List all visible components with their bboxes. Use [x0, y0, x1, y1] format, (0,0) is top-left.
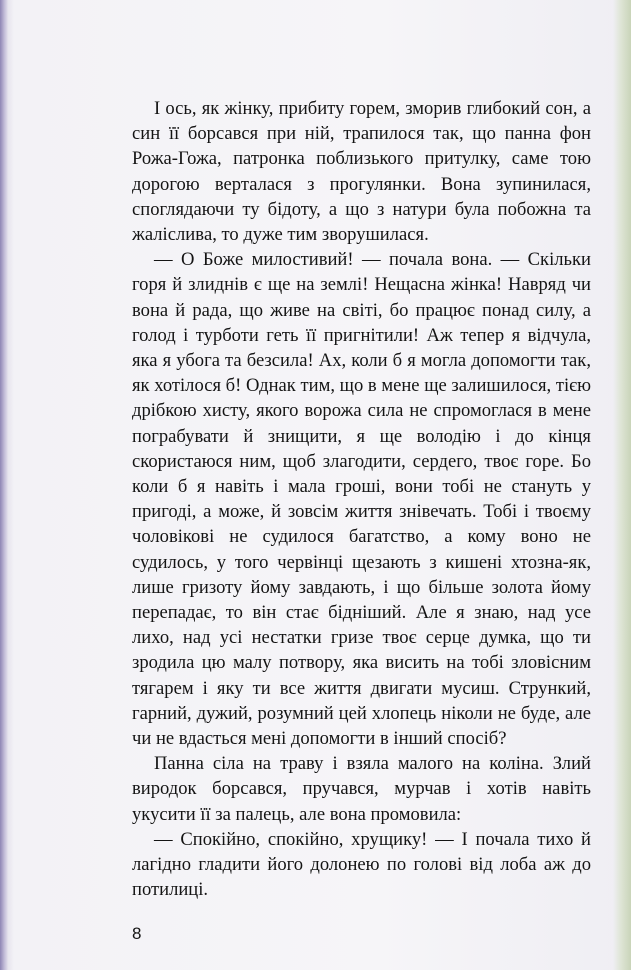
page-right-edge — [613, 0, 631, 970]
page-number: 8 — [132, 924, 142, 943]
paragraph-2: — О Боже милостивий! — почала вона. — Скільки горя й злиднів є ще на землі! Нещасна жінка! Навряд чи вона й рада, що живе на світі, бо працює понад силу, а голод і турботи геть її пригнітили! Аж тепер я відчула, яка я убога та безсила! Ах, коли б я могла допомогти так, як хотілося б! Однак тим, що в мене ще залишилося, тією дрібкою хисту, якого ворожа сила не спромоглася в мене пограбувати й знищити, я ще володію і до кінця скористаюся ним, щоб злагодити, сердего, твоє горе. Бо коли б я навіть і мала гроші, вони тобі не стануть у пригоді, а може, й зовсім життя знівечать. Тобі і твоєму чоловікові не судилося багатство, а кому воно не судилось, у того червінці щезають з кишені хтозна-як, лише гризоту йому завдають, і що більше золота йому перепадає, то він стає бідніший. Але я знаю, над усе лихо, над усі нестатки гризе твоє серце думка, що ти зродила цю малу потвору, яка висить на тобі зловісним тягарем і яку ти все життя двигати мусиш. Стрункий, гарний, дужий, розумний цей хлопець ніколи не буде, але чи не вдасться мені допомогти в інший спосіб? — [132, 249, 591, 750]
paragraph-4: — Спокійно, спокійно, хрущику! — І почала тихо й лагідно гладити його долонею по голові від лоба аж до потилиці. — [132, 828, 591, 901]
paragraph-1: І ось, як жінку, прибиту горем, зморив глибокий сон, а син її борсався при ній, трапилося так, що панна фон Рожа-Гожа, патронка поблизького притулку, саме тою дорогою верталася з прогулянки. Вона зупинилася, споглядаючи ту бідоту, а що з натури була побожна та жалісливa, то дуже тим зворушилася. — [132, 98, 591, 246]
page-left-edge — [0, 0, 8, 970]
paragraph-3: Панна сіла на траву і взяла малого на коліна. Злий виродок борсався, пручався, мурчав і хотів навіть укусити її за палець, але вона промовила: — [132, 753, 591, 825]
body-text — [132, 96, 591, 903]
